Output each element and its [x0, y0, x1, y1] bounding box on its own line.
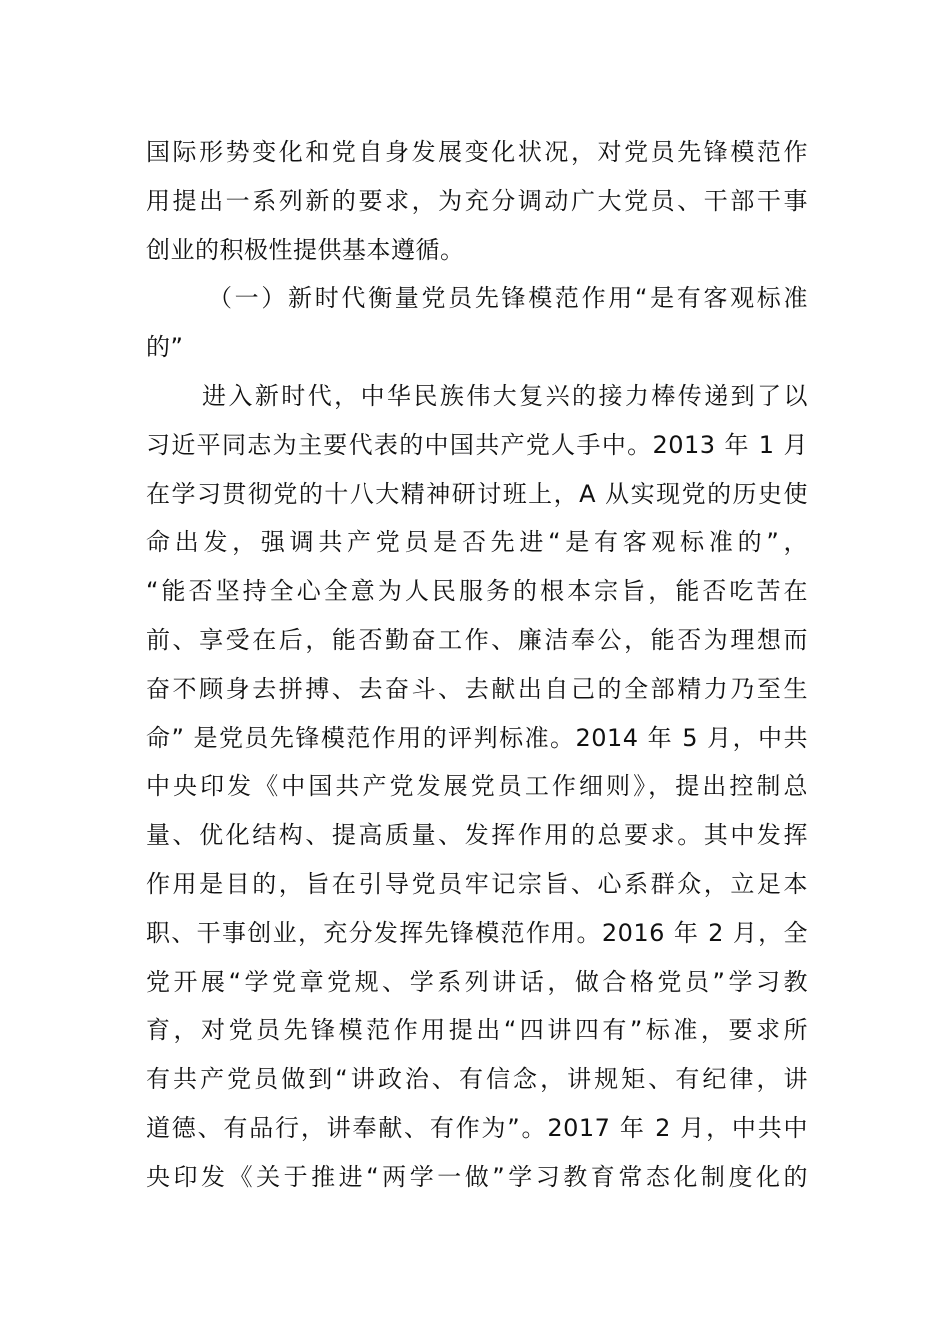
text-line: 前、享受在后，能否勤奋工作、廉洁奉公，能否为理想而 — [146, 625, 808, 654]
paragraph-intro — [146, 128, 808, 274]
text-line: 在学习贯彻党的十八大精神研讨班上，A 从实现党的历史使 — [146, 479, 808, 508]
document-body — [146, 128, 808, 1202]
text-line: 育，对党员先锋模范作用提出“四讲四有”标准，要求所 — [146, 1016, 808, 1045]
heading-line: 的” — [146, 333, 184, 362]
text-line: 道德、有品行，讲奉献、有作为”。2017 年 2 月，中共中 — [146, 1113, 808, 1142]
text-line: 作用是目的，旨在引导党员牢记宗旨、心系群众，立足本 — [146, 869, 808, 898]
text-line: 习近平同志为主要代表的中国共产党人手中。2013 年 1 月 — [146, 430, 808, 459]
text-line: 进入新时代，中华民族伟大复兴的接力棒传递到了以 — [202, 381, 808, 410]
text-line: 命” 是党员先锋模范作用的评判标准。2014 年 5 月，中共 — [146, 723, 808, 752]
section-heading — [146, 274, 808, 372]
text-line: 奋不顾身去拼搏、去奋斗、去献出自己的全部精力乃至生 — [146, 674, 808, 703]
text-line: 中央印发《中国共产党发展党员工作细则》，提出控制总 — [146, 772, 808, 801]
text-line: 创业的积极性提供基本遵循。 — [146, 235, 465, 264]
heading-line: （一）新时代衡量党员先锋模范作用“是有客观标准 — [208, 284, 808, 313]
text-line: 有共产党员做到“讲政治、有信念，讲规矩、有纪律，讲 — [146, 1065, 808, 1094]
text-line: 党开展“学党章党规、学系列讲话，做合格党员”学习教 — [146, 967, 808, 996]
paragraph-main — [146, 372, 808, 1202]
text-line: 职、干事创业，充分发挥先锋模范作用。2016 年 2 月，全 — [146, 918, 808, 947]
text-line: 国际形势变化和党自身发展变化状况，对党员先锋模范作 — [146, 138, 808, 166]
text-line: “能否坚持全心全意为人民服务的根本宗旨，能否吃苦在 — [146, 577, 808, 606]
text-line: 用提出一系列新的要求，为充分调动广大党员、干部干事 — [146, 186, 808, 215]
text-line: 命出发，强调共产党员是否先进“是有客观标准的”， — [146, 528, 808, 557]
text-line: 央印发《关于推进“两学一做”学习教育常态化制度化的 — [146, 1162, 808, 1191]
text-line: 量、优化结构、提高质量、发挥作用的总要求。其中发挥 — [146, 821, 808, 850]
